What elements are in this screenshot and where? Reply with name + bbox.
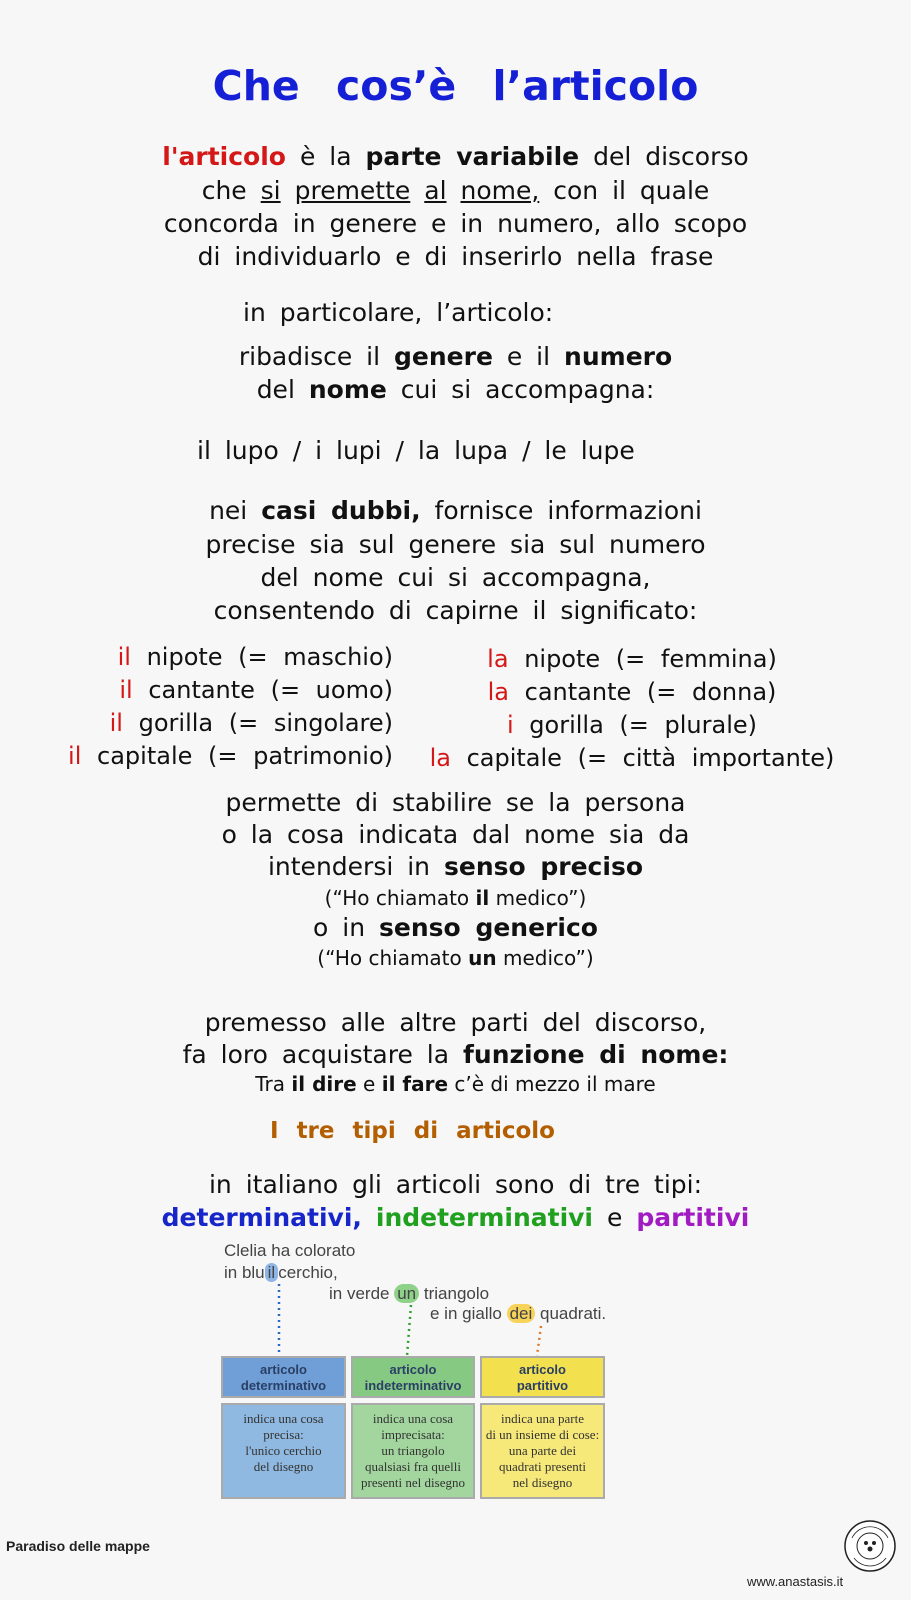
term-articolo: l'articolo (162, 142, 286, 171)
tipi-intro: in italiano gli articoli sono di tre tipi: (208, 1170, 703, 1199)
pair-right-item: la cantante (= donna) (487, 678, 777, 706)
example-dire-fare: Tra il dire e il fare c’è di mezzo il mare (255, 1072, 656, 1096)
definition-line-2: che si premette al nome, con il quale (201, 176, 710, 205)
permette-line-4: o in senso generico (313, 913, 598, 942)
pair-right-item: la nipote (= femmina) (487, 645, 777, 673)
box-partitivo-body: indica una parte di un insieme di cose: una parte dei quadrati presenti nel disegno (480, 1403, 605, 1499)
pair-right-item: la capitale (= città importante) (429, 744, 835, 772)
ribadisce-line-2: del nome cui si accompagna: (256, 375, 655, 404)
casi-dubbi-line-4: consentendo di capirne il significato: (213, 596, 698, 625)
figure-sentence-1: Clelia ha colorato (224, 1241, 356, 1260)
definition-line-3: concorda in genere e in numero, allo scopo (163, 209, 748, 238)
connector-indeterminativo (407, 1305, 411, 1356)
highlight-il: il (265, 1263, 279, 1282)
casi-dubbi-line-2: precise sia sul genere sia sul numero (205, 530, 706, 559)
connector-partitivo (537, 1326, 541, 1356)
tipo-indeterminativi: indeterminativi (375, 1203, 594, 1232)
box-determinativo-header: articolo determinativo (221, 1356, 346, 1398)
permette-line-3: intendersi in senso preciso (267, 852, 644, 881)
in-particolare: in particolare, l’articolo: (243, 298, 554, 327)
footer-credit: Paradiso delle mappe (6, 1538, 150, 1554)
definition-line-4: di individuarlo e di inserirlo nella frase (197, 242, 714, 271)
example-generico: (“Ho chiamato un medico”) (317, 946, 594, 970)
tipi-heading: I tre tipi di articolo (270, 1118, 555, 1144)
figure-sentence-3: in verde un triangolo (329, 1284, 490, 1303)
premesso-line-2: fa loro acquistare la funzione di nome: (182, 1040, 729, 1069)
highlight-un: un (394, 1284, 419, 1303)
box-indeterminativo-header: articolo indeterminativo (351, 1356, 475, 1398)
box-indeterminativo-body: indica una cosa imprecisata: un triangolo qualsiasi fra quelli presenti nel disegno (351, 1403, 475, 1499)
figure-sentence-2: in blu il cerchio, (224, 1263, 338, 1282)
pair-left-item: il nipote (= maschio) (117, 643, 393, 671)
premesso-line-1: premesso alle altre parti del discorso, (204, 1008, 707, 1037)
tipo-determinativi: determinativi, (161, 1203, 362, 1232)
box-partitivo-header: articolo partitivo (480, 1356, 605, 1398)
tipi-list: determinativi, indeterminativi e partitivi (161, 1203, 750, 1232)
example-lupi: il lupo / i lupi / la lupa / le lupe (197, 436, 635, 465)
pair-left-item: il gorilla (= singolare) (109, 709, 393, 737)
permette-line-1: permette di stabilire se la persona (225, 788, 686, 817)
highlight-dei: dei (507, 1304, 536, 1323)
page-title: Che cos’è l’articolo (212, 62, 699, 110)
casi-dubbi-line-3: del nome cui si accompagna, (260, 563, 651, 592)
pair-left-item: il cantante (= uomo) (119, 676, 393, 704)
pair-right-item: i gorilla (= plurale) (506, 711, 758, 739)
tipo-partitivi: partitivi (636, 1203, 750, 1232)
figure-sentence-4: e in giallo dei quadrati. (430, 1304, 607, 1323)
ribadisce-line-1: ribadisce il genere e il numero (238, 342, 673, 371)
definition-line-1: l'articolo è la parte variabile del discorso (162, 142, 749, 171)
box-determinativo-body: indica una cosa precisa: l'unico cerchio del disegno (221, 1403, 346, 1499)
supermappe-logo-icon (842, 1518, 898, 1574)
casi-dubbi-line-1: nei casi dubbi, fornisce informazioni (209, 496, 702, 525)
pair-left-item: il capitale (= patrimonio) (68, 742, 393, 770)
permette-line-2: o la cosa indicata dal nome sia da (221, 820, 690, 849)
footer-url[interactable]: www.anastasis.it (747, 1574, 844, 1589)
example-preciso: (“Ho chiamato il medico”) (324, 886, 587, 910)
